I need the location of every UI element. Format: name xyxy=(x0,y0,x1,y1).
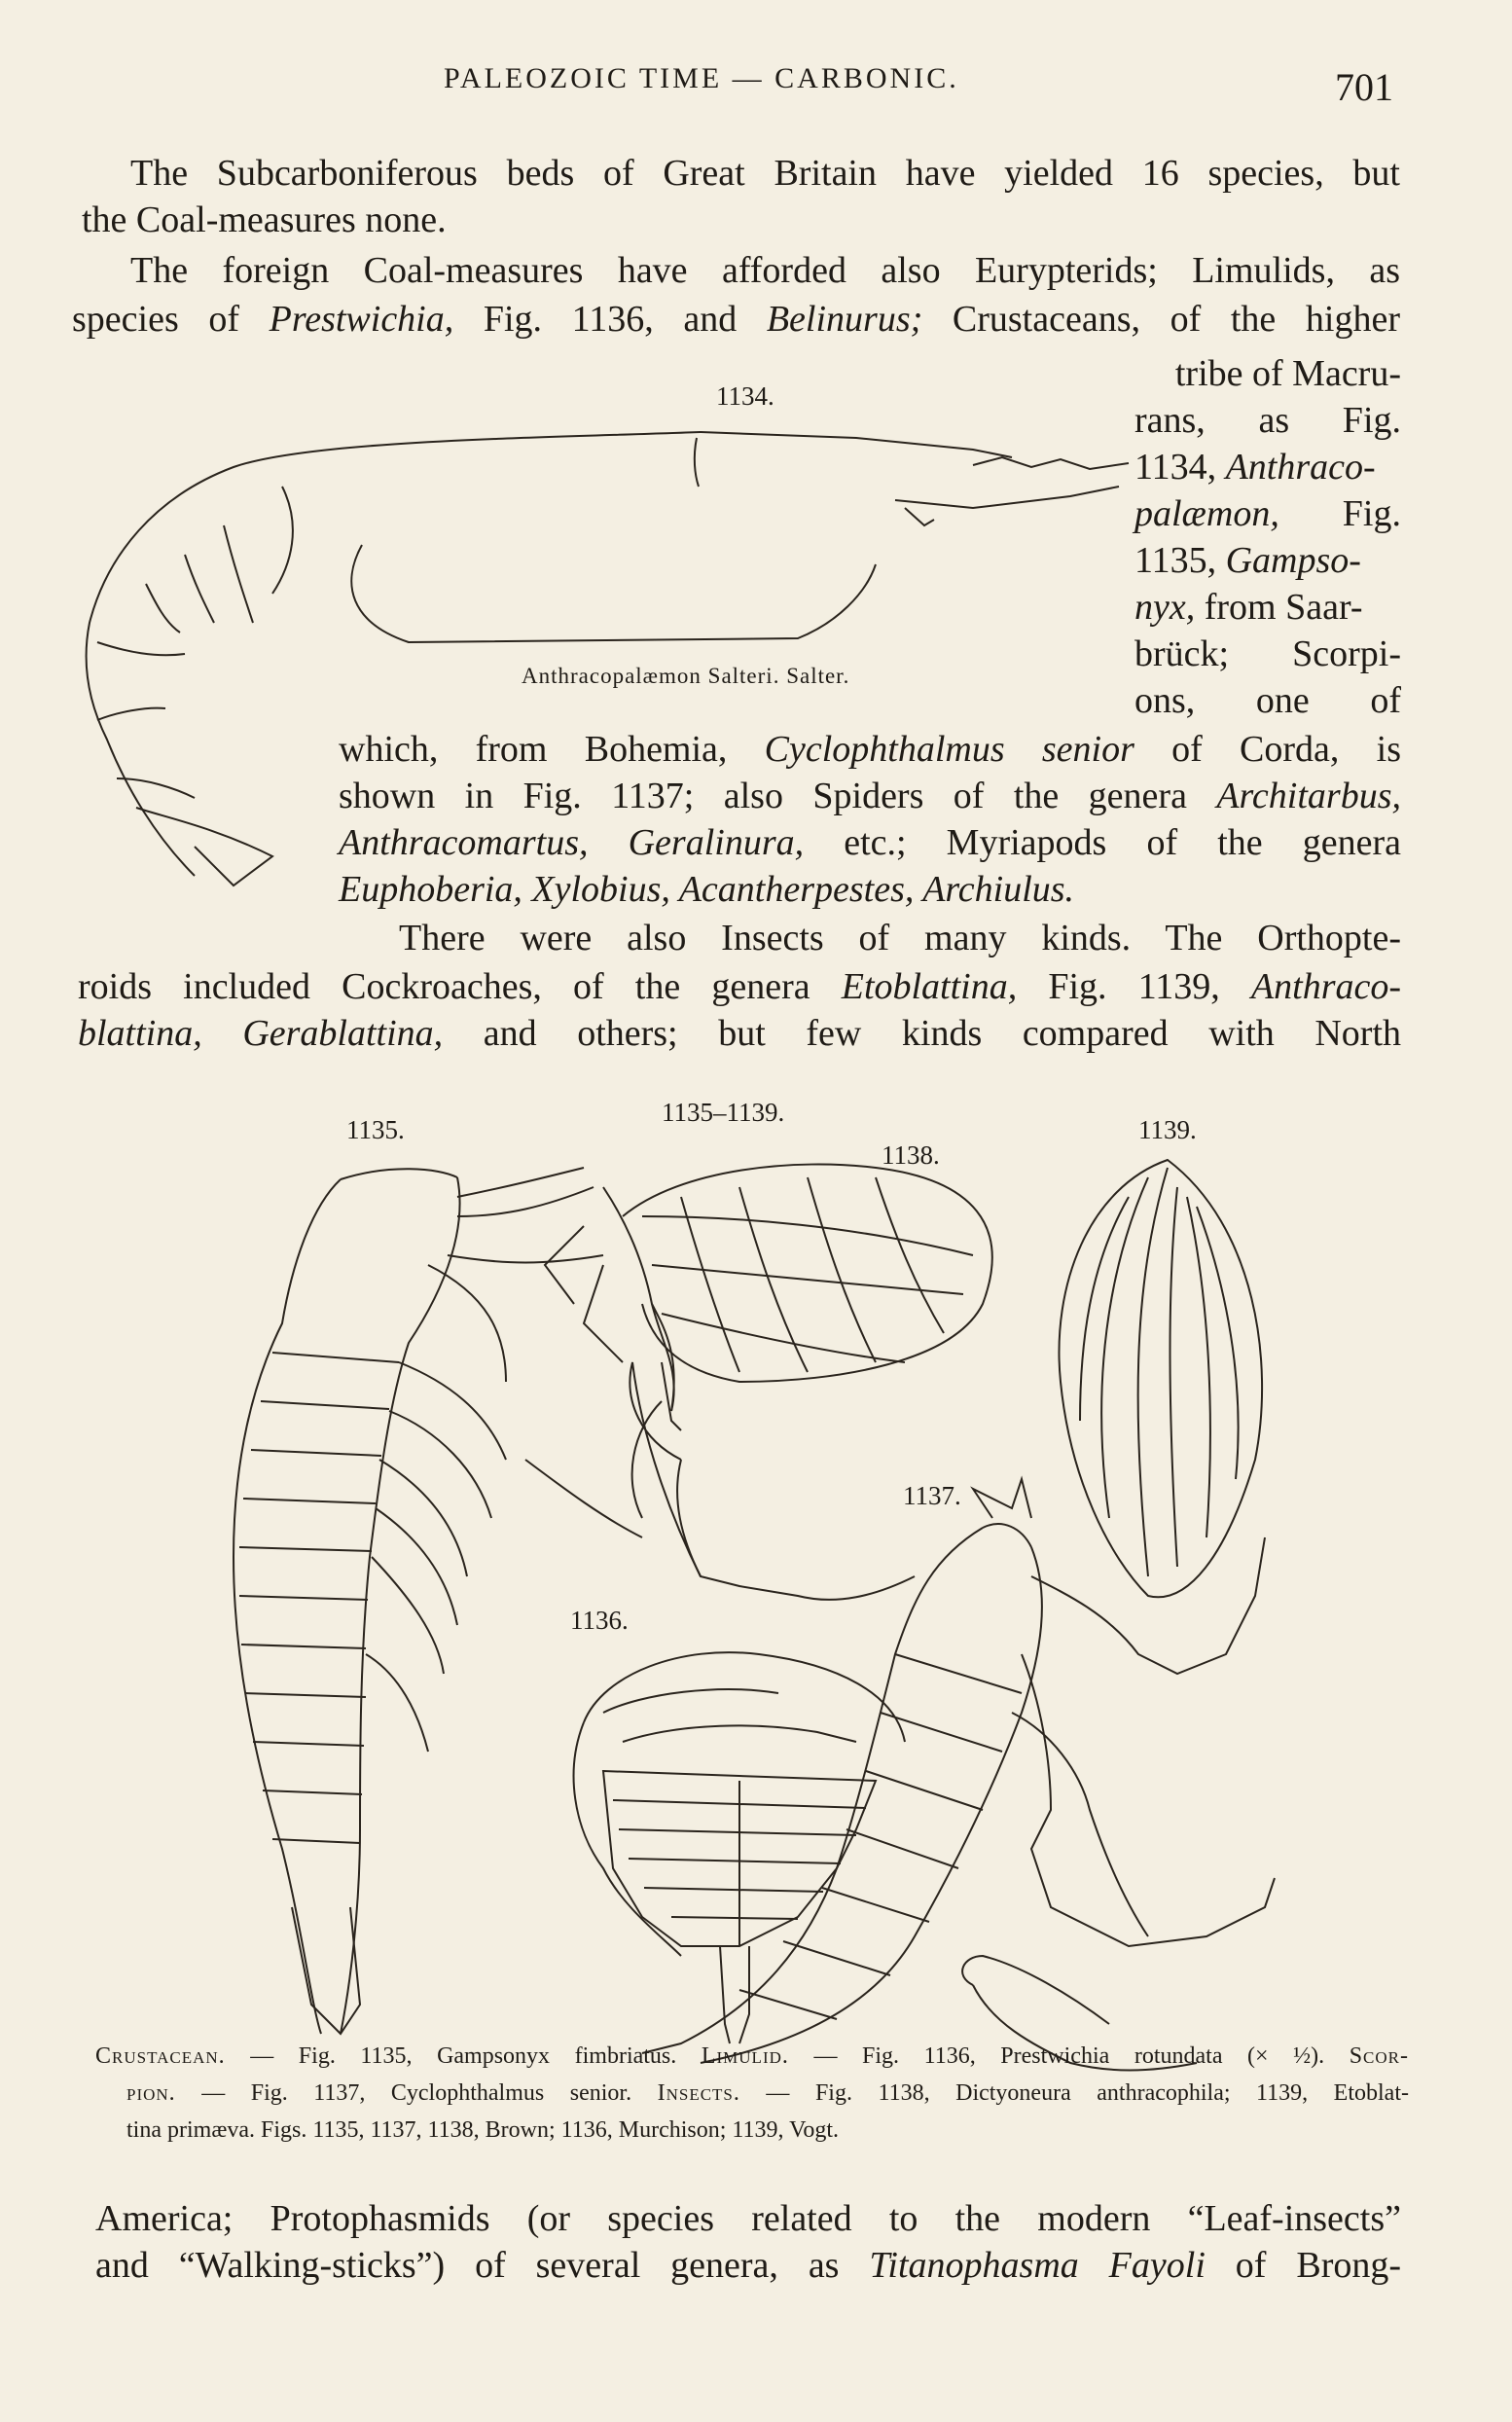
text-line: The Subcarboniferous beds of Great Britain have yielded 16 species, but xyxy=(130,153,1400,194)
text-line: which, from Bohemia, Cyclophthalmus senior of Corda, is xyxy=(339,729,1401,770)
figure-number-1135: 1135. xyxy=(346,1115,405,1144)
text-line: the Coal-measures none. xyxy=(82,199,447,240)
figure-number-1137: 1137. xyxy=(903,1481,961,1510)
wrap-line: brück; Scorpi- xyxy=(1134,633,1401,674)
wrap-line: 1134, Anthraco- xyxy=(1134,447,1376,488)
text-line: There were also Insects of many kinds. The Orthopte- xyxy=(399,918,1401,958)
plate-range-label: 1135–1139. xyxy=(662,1098,785,1127)
wrap-line: 1135, Gampso- xyxy=(1134,540,1361,581)
figure-1134-caption: Anthracopalæmon Salteri. Salter. xyxy=(522,664,850,688)
text-line: species of Prestwichia, Fig. 1136, and Belinurus; Crustaceans, of the higher xyxy=(72,299,1400,340)
figure-number-1136: 1136. xyxy=(570,1606,629,1635)
text-line: blattina, Gerablattina, and others; but few kinds compared with North xyxy=(78,1013,1402,1054)
plate-caption-line: tina primæva. Figs. 1135, 1137, 1138, Brown; 1136, Murchison; 1139, Vogt. xyxy=(126,2117,840,2143)
wrap-line: rans, as Fig. xyxy=(1134,400,1401,441)
text-line: Anthracomartus, Geralinura, etc.; Myriapods of the genera xyxy=(339,822,1401,863)
wrap-line: palæmon, Fig. xyxy=(1134,493,1401,534)
text-line: The foreign Coal-measures have afforded also Eurypterids; Limulids, as xyxy=(130,250,1400,291)
figure-number-1138: 1138. xyxy=(882,1140,940,1170)
text-line: America; Protophasmids (or species related to the modern “Leaf-insects” xyxy=(95,2198,1401,2239)
wrap-line: ons, one of xyxy=(1134,680,1401,721)
wrap-line: nyx, from Saar- xyxy=(1134,587,1363,628)
text-line: roids included Cockroaches, of the genera Etoblattina, Fig. 1139, Anthraco- xyxy=(78,966,1401,1007)
figure-number-1134: 1134. xyxy=(716,381,774,411)
plate-caption-line: pion. — Fig. 1137, Cyclophthalmus senior. Insects. — Fig. 1138, Dictyoneura anthracophila; 1139, Etoblat- xyxy=(126,2080,1409,2106)
figure-number-1139: 1139. xyxy=(1138,1115,1197,1144)
running-title: PALEOZOIC TIME — CARBONIC. xyxy=(444,62,959,94)
text-line: Euphoberia, Xylobius, Acantherpestes, Archiulus. xyxy=(339,869,1075,910)
page-number: 701 xyxy=(1335,65,1393,109)
text-line: and “Walking-sticks”) of several genera, as Titanophasma Fayoli of Brong- xyxy=(95,2245,1401,2286)
text-line: shown in Fig. 1137; also Spiders of the genera Architarbus, xyxy=(339,776,1401,816)
wrap-line: tribe of Macru- xyxy=(1174,353,1401,394)
plate-caption-line: Crustacean. — Fig. 1135, Gampsonyx fimbriatus. Limulid. — Fig. 1136, Prestwichia rotundata (× ½). Scor- xyxy=(95,2043,1409,2069)
